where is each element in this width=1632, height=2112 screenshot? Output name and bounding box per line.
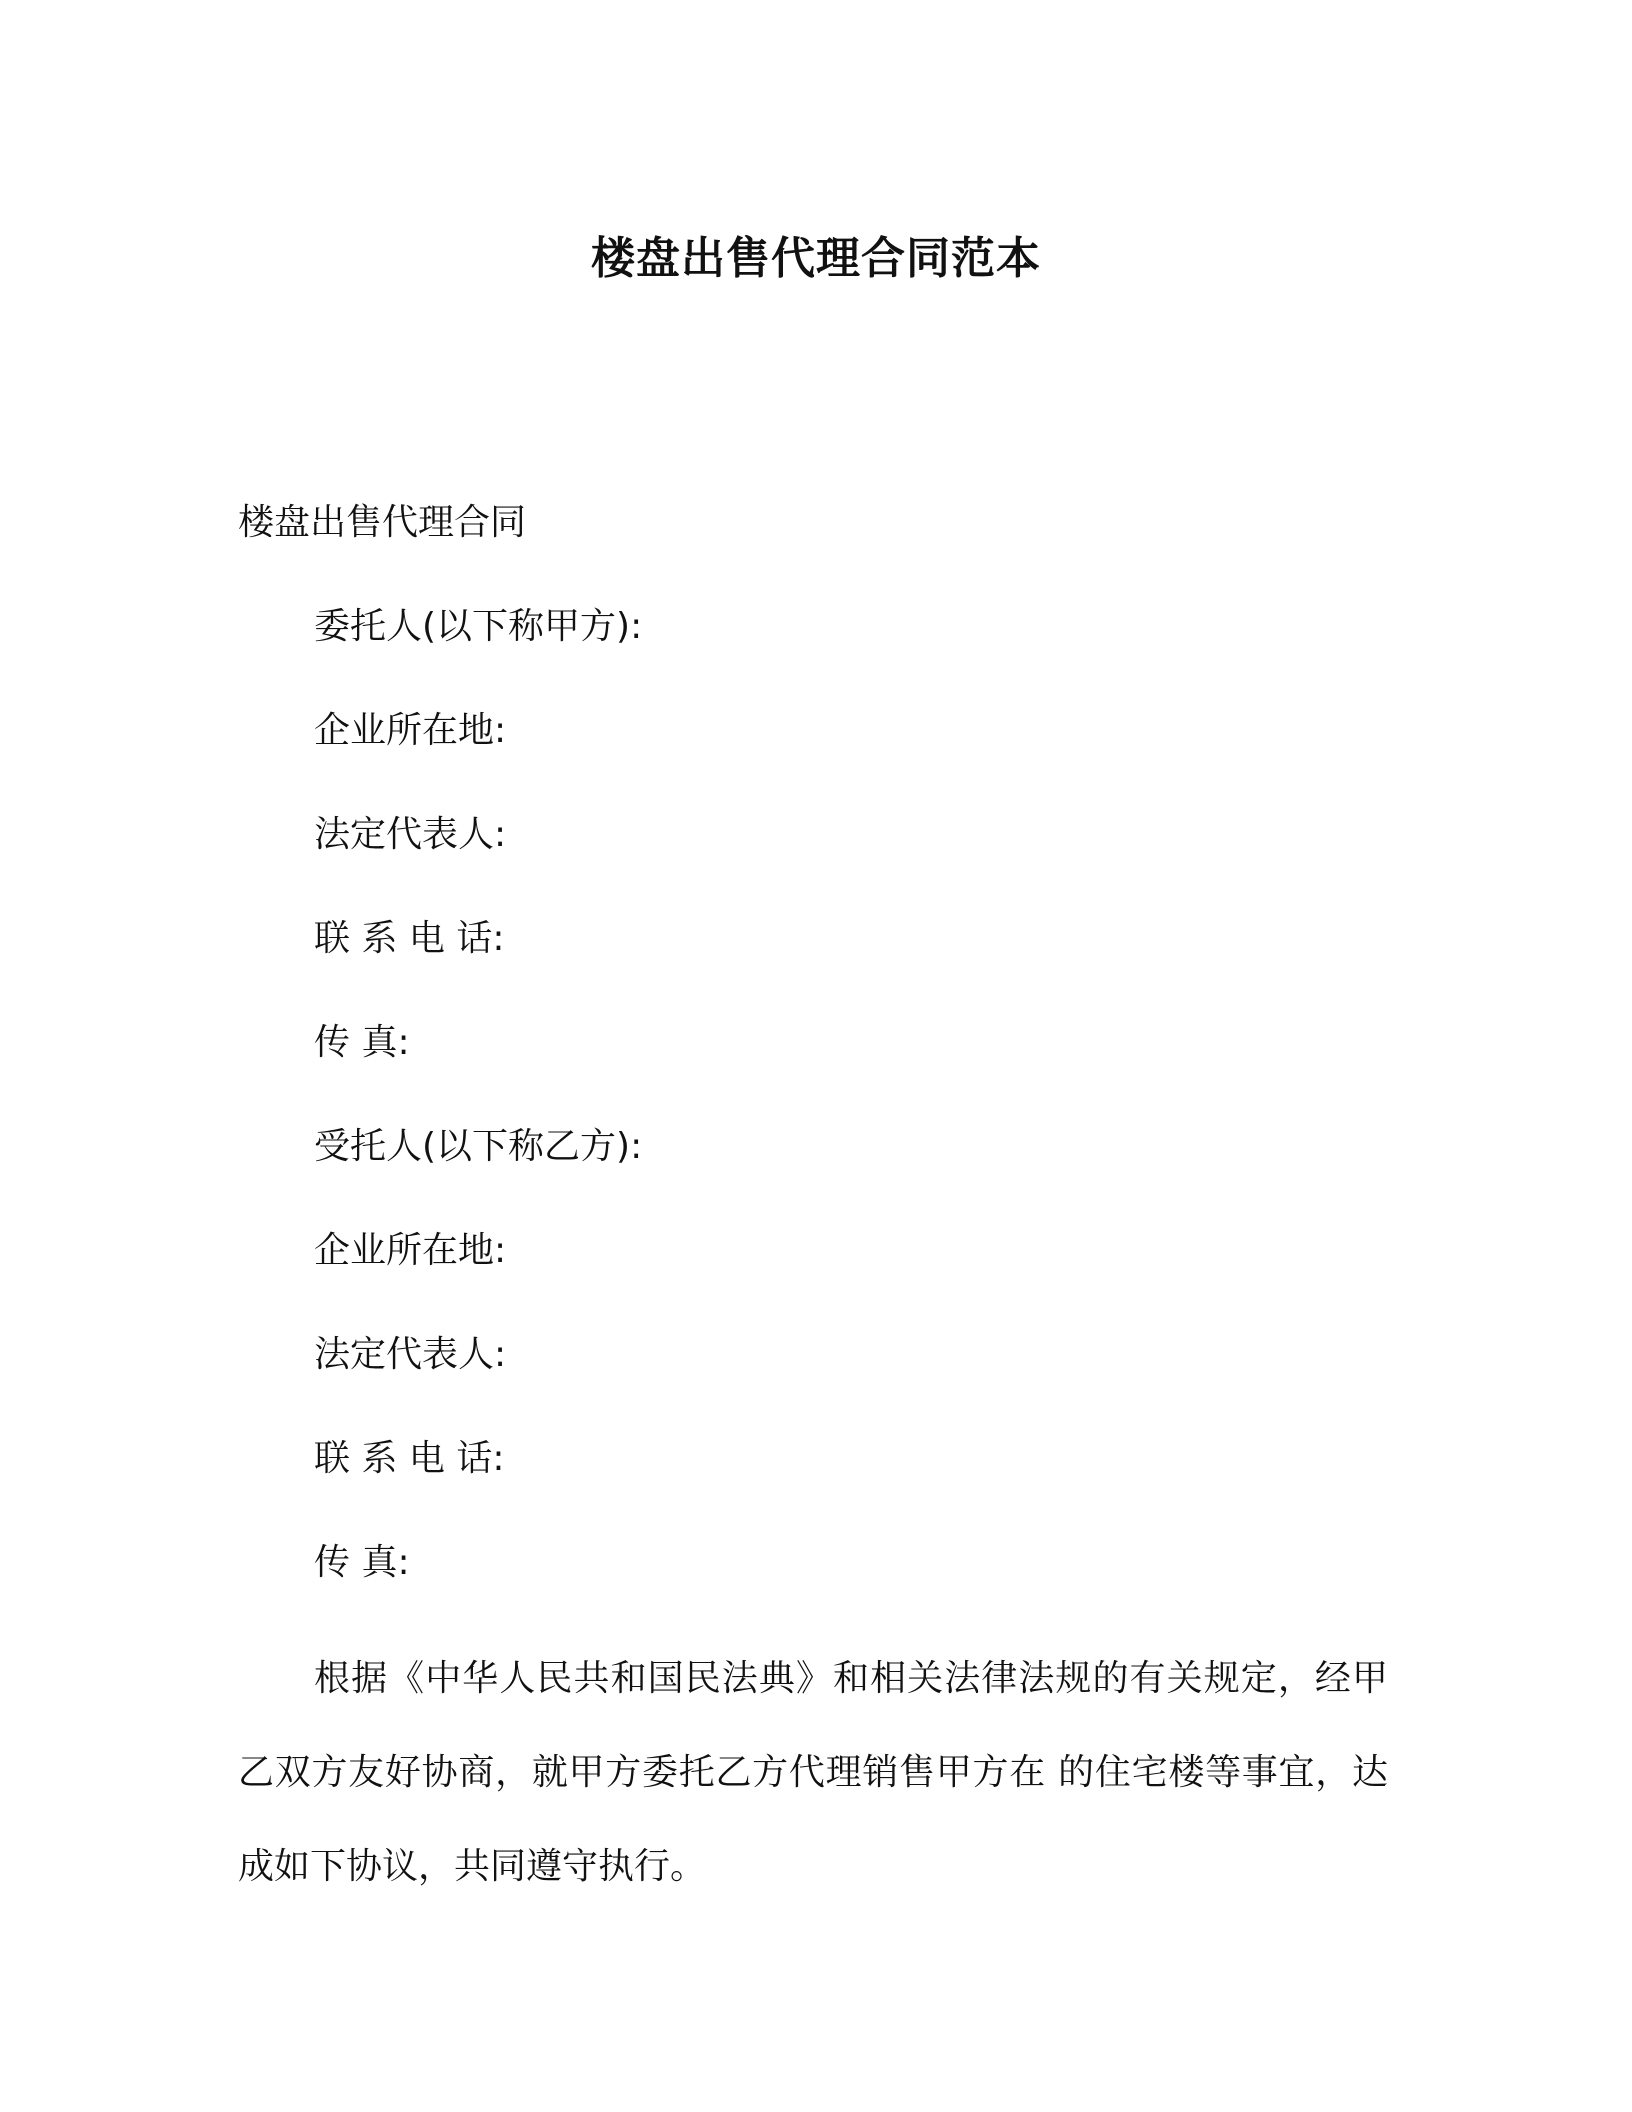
intro-paragraph: 根据《中华人民共和国民法典》和相关法律法规的有关规定，经甲乙双方友好协商，就甲方委托乙方代理销售甲方在 的住宅楼等事宜，达成如下协议，共同遵守执行。 <box>238 1658 1388 1887</box>
party-a-address-label: 企业所在地: <box>314 710 507 751</box>
contract-heading: 楼盘出售代理合同 <box>238 502 527 543</box>
party-b-address-label: 企业所在地: <box>314 1230 507 1271</box>
document-title: 楼盘出售代理合同范本 <box>591 233 1041 284</box>
party-a-principal-label: 委托人(以下称甲方): <box>314 606 643 647</box>
party-a-phone-label: 联 系 电 话: <box>314 918 505 959</box>
party-a-fax-label: 传 真: <box>314 1022 410 1063</box>
party-a-representative-label: 法定代表人: <box>314 814 507 855</box>
party-b-representative-label: 法定代表人: <box>314 1334 507 1375</box>
party-b-phone-label: 联 系 电 话: <box>314 1438 505 1479</box>
party-b-fax-label: 传 真: <box>314 1542 410 1583</box>
party-b-agent-label: 受托人(以下称乙方): <box>314 1126 643 1167</box>
